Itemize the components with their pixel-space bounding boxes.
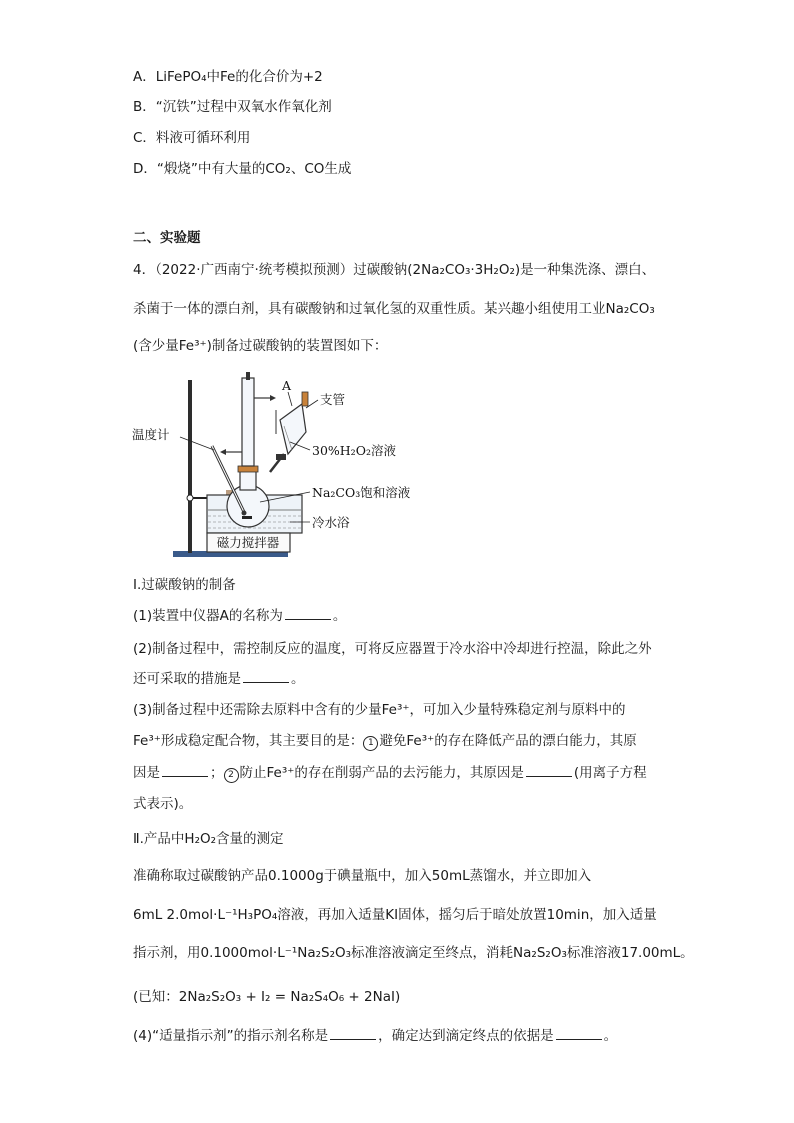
q3-line1: (3)制备过程中还需除去原料中含有的少量Fe³⁺，可加入少量特殊稳定剂与原料中的 bbox=[133, 702, 626, 718]
q3-line2: Fe³⁺形成稳定配合物，其主要目的是： 1 避免Fe³⁺的存在降低产品的漂白能力，其原 bbox=[133, 733, 637, 749]
answer-blank[interactable] bbox=[526, 764, 572, 777]
dropping-funnel-a bbox=[270, 392, 308, 472]
known-equation: (已知：2Na₂S₂O₃ + I₂ = Na₂S₄O₆ + 2NaI) bbox=[133, 989, 401, 1005]
apparatus-diagram bbox=[130, 362, 420, 562]
label-branch-tube: 支管 bbox=[320, 392, 346, 407]
q4-intro-3: (含少量Fe³⁺)制备过碳酸钠的装置图如下： bbox=[133, 338, 388, 354]
label-a: A bbox=[282, 378, 292, 393]
q1: (1)装置中仪器A的名称为 。 bbox=[133, 608, 347, 624]
part1-title: Ⅰ.过碳酸钠的制备 bbox=[133, 577, 236, 593]
q2-line2: 还可采取的措施是 。 bbox=[133, 671, 305, 687]
condenser bbox=[242, 378, 254, 466]
answer-blank[interactable] bbox=[330, 1027, 376, 1040]
label-h2o2: 30%H₂O₂溶液 bbox=[312, 443, 396, 458]
q4-intro-1: 4．（2022·广西南宁·统考模拟预测）过碳酸钠(2Na₂CO₃·3H₂O₂)是一种集洗涤、漂白、 bbox=[133, 262, 656, 278]
part2-p2: 6mL 2.0mol·L⁻¹H₃PO₄溶液，再加入适量KI固体，摇匀后于暗处放置10min，加入适量 bbox=[133, 907, 657, 923]
answer-blank[interactable] bbox=[243, 670, 289, 683]
option-d: D．“煅烧”中有大量的CO₂、CO生成 bbox=[133, 161, 352, 177]
option-c: C．料液可循环利用 bbox=[133, 130, 251, 146]
part2-title: Ⅱ.产品中H₂O₂含量的测定 bbox=[133, 831, 284, 847]
option-a: A．LiFePO₄中Fe的化合价为+2 bbox=[133, 69, 323, 85]
q2-line1: (2)制备过程中，需控制反应的温度，可将反应器置于冷水浴中冷却进行控温，除此之外 bbox=[133, 641, 652, 657]
answer-blank[interactable] bbox=[285, 607, 331, 620]
section-title: 二、实验题 bbox=[133, 230, 201, 246]
q3-line4: 式表示)。 bbox=[133, 796, 193, 812]
q3-line3: 因是 ； 2 防止Fe³⁺的存在削弱产品的去污能力，其原因是 (用离子方程 bbox=[133, 765, 647, 781]
answer-blank[interactable] bbox=[162, 764, 208, 777]
circled-number-1: 1 bbox=[363, 736, 378, 751]
q4: (4)“适量指示剂”的指示剂名称是 ，确定达到滴定终点的依据是 。 bbox=[133, 1028, 618, 1044]
stirrer-label: 磁力搅拌器 bbox=[216, 535, 280, 550]
label-cold-bath: 冷水浴 bbox=[312, 515, 350, 530]
part2-p1: 准确称取过碳酸钠产品0.1000g于碘量瓶中，加入50mL蒸馏水，并立即加入 bbox=[133, 868, 592, 884]
answer-blank[interactable] bbox=[556, 1027, 602, 1040]
label-thermometer: 温度计 bbox=[132, 427, 170, 442]
circled-number-2: 2 bbox=[224, 768, 239, 783]
stand-rod bbox=[188, 380, 192, 553]
label-na2co3: Na₂CO₃饱和溶液 bbox=[312, 485, 411, 500]
part2-p3: 指示剂，用0.1000mol·L⁻¹Na₂S₂O₃标准溶液滴定至终点，消耗Na₂S₂O₃标准溶液17.00mL。 bbox=[133, 945, 694, 961]
q4-intro-2: 杀菌于一体的漂白剂，具有碳酸钠和过氧化氢的双重性质。某兴趣小组使用工业Na₂CO₃ bbox=[133, 301, 655, 317]
option-b: B．“沉铁”过程中双氧水作氧化剂 bbox=[133, 99, 332, 115]
